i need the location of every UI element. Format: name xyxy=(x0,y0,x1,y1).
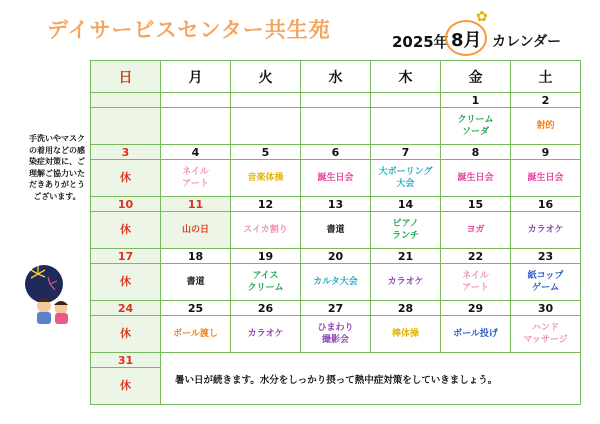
day-number: 3 xyxy=(91,145,161,160)
day-number-row xyxy=(91,197,581,212)
event-row xyxy=(91,316,581,353)
day-number: 7 xyxy=(371,145,441,160)
event-label: ヨガ xyxy=(441,212,511,249)
day-number: 9 xyxy=(511,145,581,160)
event-label xyxy=(371,108,441,145)
day-number: 12 xyxy=(231,197,301,212)
day-number xyxy=(371,93,441,108)
event-label: ネイル アート xyxy=(441,264,511,301)
calendar-table xyxy=(90,60,581,405)
event-label xyxy=(231,108,301,145)
event-label: 射的 xyxy=(511,108,581,145)
day-number xyxy=(161,93,231,108)
day-number-row xyxy=(91,249,581,264)
day-number: 5 xyxy=(231,145,301,160)
day-number: 22 xyxy=(441,249,511,264)
closed-label: 休 xyxy=(91,264,161,301)
event-row xyxy=(91,264,581,301)
weekday-header-row xyxy=(91,61,581,93)
sunflower-icon: ✿ xyxy=(476,9,488,25)
page-title: デイサービスセンター共生苑 xyxy=(47,18,331,42)
day-number: 8 xyxy=(441,145,511,160)
event-label: アイス クリーム xyxy=(231,264,301,301)
weekday-wed: 水 xyxy=(301,61,371,93)
event-label: 誕生日会 xyxy=(441,160,511,197)
day-number: 20 xyxy=(301,249,371,264)
event-label: 誕生日会 xyxy=(301,160,371,197)
day-number: 15 xyxy=(441,197,511,212)
day-number: 4 xyxy=(161,145,231,160)
day-number: 18 xyxy=(161,249,231,264)
event-label: カラオケ xyxy=(511,212,581,249)
event-label xyxy=(301,108,371,145)
event-label: 紙コップ ゲーム xyxy=(511,264,581,301)
event-label: 山の日 xyxy=(161,212,231,249)
event-label: 音楽体操 xyxy=(231,160,301,197)
closed-label: 休 xyxy=(91,368,161,405)
year-label: 2025年 xyxy=(392,33,449,51)
fireworks-kids-illustration xyxy=(24,262,84,327)
day-number: 24 xyxy=(91,301,161,316)
weekday-sat: 土 xyxy=(511,61,581,93)
event-label: カルタ大会 xyxy=(301,264,371,301)
day-number-row xyxy=(91,93,581,108)
day-number: 30 xyxy=(511,301,581,316)
notice-message: 暑い日が続きます。水分をしっかり摂って熱中症対策をしていきましょう。 xyxy=(161,353,581,405)
closed-label: 休 xyxy=(91,316,161,353)
event-label: ハンド マッサージ xyxy=(511,316,581,353)
closed-label: 休 xyxy=(91,160,161,197)
event-label: 大ボーリング 大会 xyxy=(371,160,441,197)
day-number: 11 xyxy=(161,197,231,212)
day-number xyxy=(91,93,161,108)
event-label xyxy=(91,108,161,145)
day-number: 1 xyxy=(441,93,511,108)
day-number xyxy=(301,93,371,108)
day-number: 17 xyxy=(91,249,161,264)
event-label: ピアノ ランチ xyxy=(371,212,441,249)
event-row xyxy=(91,212,581,249)
day-number: 23 xyxy=(511,249,581,264)
event-label: ひまわり 撮影会 xyxy=(301,316,371,353)
day-number: 31 xyxy=(91,353,161,368)
day-number: 10 xyxy=(91,197,161,212)
event-label: ボール渡し xyxy=(161,316,231,353)
event-label: クリーム ソーダ xyxy=(441,108,511,145)
day-number-row xyxy=(91,353,581,368)
event-label: 書道 xyxy=(301,212,371,249)
event-label: カラオケ xyxy=(231,316,301,353)
event-row xyxy=(91,108,581,145)
weekday-tue: 火 xyxy=(231,61,301,93)
event-label: ネイル アート xyxy=(161,160,231,197)
day-number: 25 xyxy=(161,301,231,316)
calendar-label: カレンダー xyxy=(492,34,562,50)
side-note: 手洗いやマスクの着用などの感染症対策に、ご理解ご協力いただきありがとうございます。 xyxy=(29,134,85,201)
day-number: 29 xyxy=(441,301,511,316)
event-label: ボール投げ xyxy=(441,316,511,353)
day-number: 13 xyxy=(301,197,371,212)
day-number: 26 xyxy=(231,301,301,316)
day-number xyxy=(231,93,301,108)
day-number: 6 xyxy=(301,145,371,160)
weekday-fri: 金 xyxy=(441,61,511,93)
event-label: カラオケ xyxy=(371,264,441,301)
day-number: 21 xyxy=(371,249,441,264)
weekday-mon: 月 xyxy=(161,61,231,93)
month-label: 8月 xyxy=(451,30,482,51)
event-label: 書道 xyxy=(161,264,231,301)
event-label xyxy=(161,108,231,145)
day-number: 14 xyxy=(371,197,441,212)
weekday-thu: 木 xyxy=(371,61,441,93)
day-number: 2 xyxy=(511,93,581,108)
day-number: 28 xyxy=(371,301,441,316)
day-number: 19 xyxy=(231,249,301,264)
event-row xyxy=(91,160,581,197)
event-label: 棒体操 xyxy=(371,316,441,353)
weekday-sun: 日 xyxy=(91,61,161,93)
day-number-row xyxy=(91,301,581,316)
day-number-row xyxy=(91,145,581,160)
day-number: 27 xyxy=(301,301,371,316)
closed-label: 休 xyxy=(91,212,161,249)
day-number: 16 xyxy=(511,197,581,212)
event-label: 誕生日会 xyxy=(511,160,581,197)
event-label: スイカ割り xyxy=(231,212,301,249)
